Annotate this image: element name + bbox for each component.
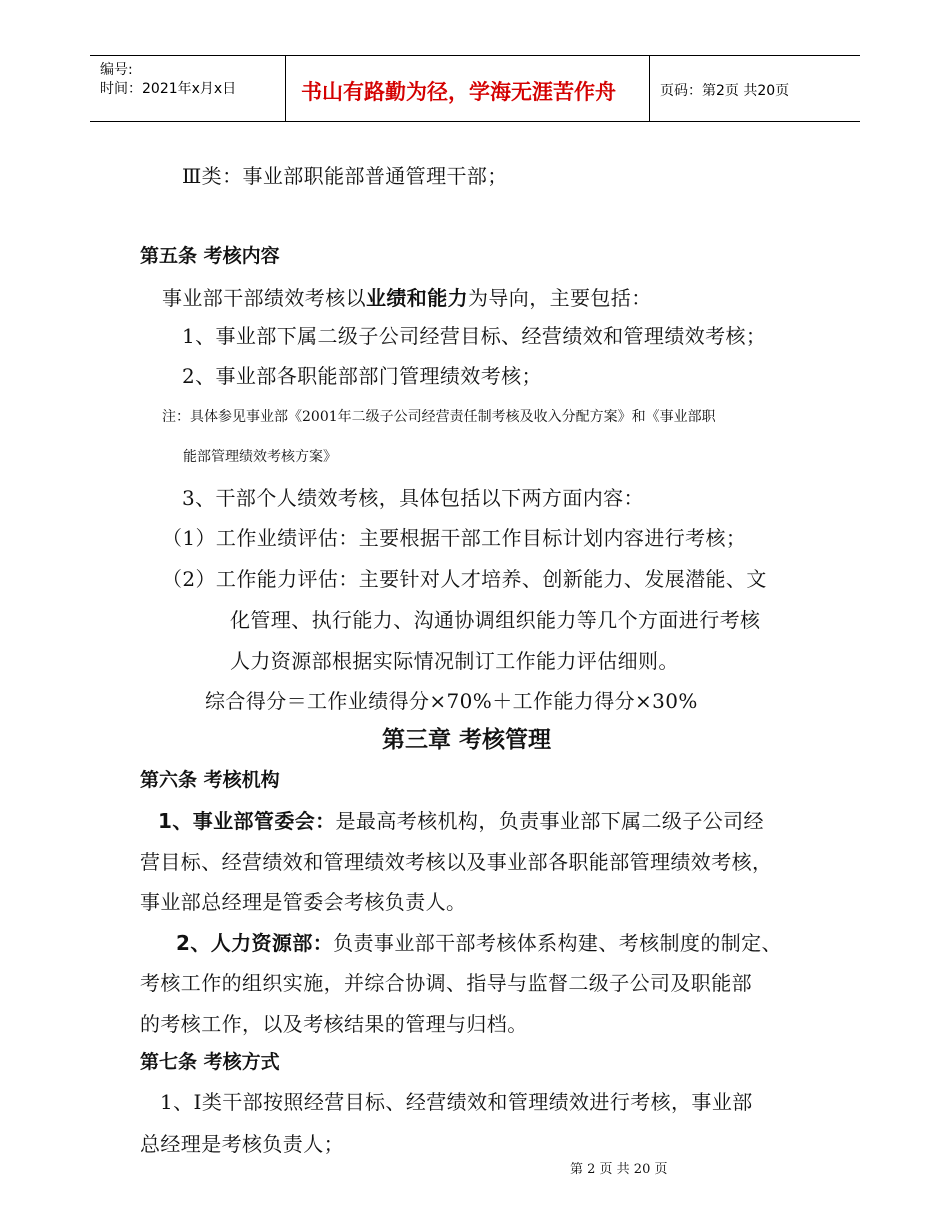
header-motto: 书山有路勤为径，学海无涯苦作舟 bbox=[301, 80, 616, 104]
article-5-item-2: 2、事业部各职能部部门管理绩效考核； bbox=[182, 364, 542, 388]
header-divider-left bbox=[285, 55, 286, 121]
header-bottom-border bbox=[90, 121, 860, 122]
article-6-title: 第六条 考核机构 bbox=[140, 769, 280, 791]
header-divider-right bbox=[649, 55, 650, 121]
article-6-item-1-line-1 bbox=[158, 805, 764, 834]
article-5-intro-end: 为导向，主要包括： bbox=[468, 286, 652, 310]
sub-item-2-line-2: 化管理、执行能力、沟通协调组织能力等几个方面进行考核 bbox=[230, 608, 761, 632]
article-6-item-2-label: 2、人力资源部： bbox=[176, 931, 334, 955]
sub-item-1: （1）工作业绩评估：主要根据干部工作目标计划内容进行考核； bbox=[162, 526, 747, 550]
sub-item-2-line-3: 人力资源部根据实际情况制订工作能力评估细则。 bbox=[230, 649, 679, 673]
article-5-intro-bold: 业绩和能力 bbox=[366, 286, 468, 310]
page-footer: 第 2 页 共 20 页 bbox=[570, 1162, 668, 1177]
score-formula: 综合得分＝工作业绩得分×70%＋工作能力得分×30% bbox=[205, 689, 698, 713]
article-6-item-2-text: 负责事业部干部考核体系构建、考核制度的制定、 bbox=[333, 931, 782, 955]
article-6-item-2-line-2: 考核工作的组织实施，并综合协调、指导与监督二级子公司及职能部 bbox=[140, 971, 752, 995]
header-top-border bbox=[90, 55, 860, 56]
article-6-item-1-line-3: 事业部总经理是管委会考核负责人。 bbox=[140, 890, 467, 914]
article-6-item-2-line-1 bbox=[176, 927, 782, 956]
header-page-label: 页码：第2页 共20页 bbox=[660, 83, 790, 99]
article-6-item-1-label: 1、事业部管委会： bbox=[158, 809, 336, 833]
chapter-3-title: 第三章 考核管理 bbox=[382, 727, 552, 753]
article-6-item-2-line-3: 的考核工作，以及考核结果的管理与归档。 bbox=[140, 1012, 528, 1036]
note-line-2: 能部管理绩效考核方案》 bbox=[183, 449, 337, 465]
article-6-item-1-line-2: 营目标、经营绩效和管理绩效考核以及事业部各职能部管理绩效考核， bbox=[140, 850, 773, 874]
article-5-intro-start: 事业部干部绩效考核以 bbox=[162, 286, 366, 310]
class-iii-line: Ⅲ类：事业部职能部普通管理干部； bbox=[182, 164, 508, 188]
article-5-item-1: 1、事业部下属二级子公司经营目标、经营绩效和管理绩效考核； bbox=[182, 324, 767, 348]
document-time-label: 时间：2021年x月x日 bbox=[100, 81, 237, 97]
document-number-label: 编号: bbox=[100, 62, 133, 78]
article-5-intro bbox=[162, 282, 652, 311]
sub-item-2-line-1: （2）工作能力评估：主要针对人才培养、创新能力、发展潜能、文 bbox=[162, 567, 767, 591]
article-5-title: 第五条 考核内容 bbox=[140, 245, 280, 267]
article-6-item-1-text: 是最高考核机构，负责事业部下属二级子公司经 bbox=[335, 809, 764, 833]
article-7-item-1-line-1: 1、Ⅰ类干部按照经营目标、经营绩效和管理绩效进行考核，事业部 bbox=[160, 1090, 753, 1114]
note-line-1: 注：具体参见事业部《2001年二级子公司经营责任制考核及收入分配方案》和《事业部职 bbox=[162, 409, 716, 425]
article-5-item-3: 3、干部个人绩效考核，具体包括以下两方面内容： bbox=[182, 486, 644, 510]
article-7-title: 第七条 考核方式 bbox=[140, 1051, 280, 1073]
article-7-item-1-line-2: 总经理是考核负责人； bbox=[140, 1132, 344, 1156]
